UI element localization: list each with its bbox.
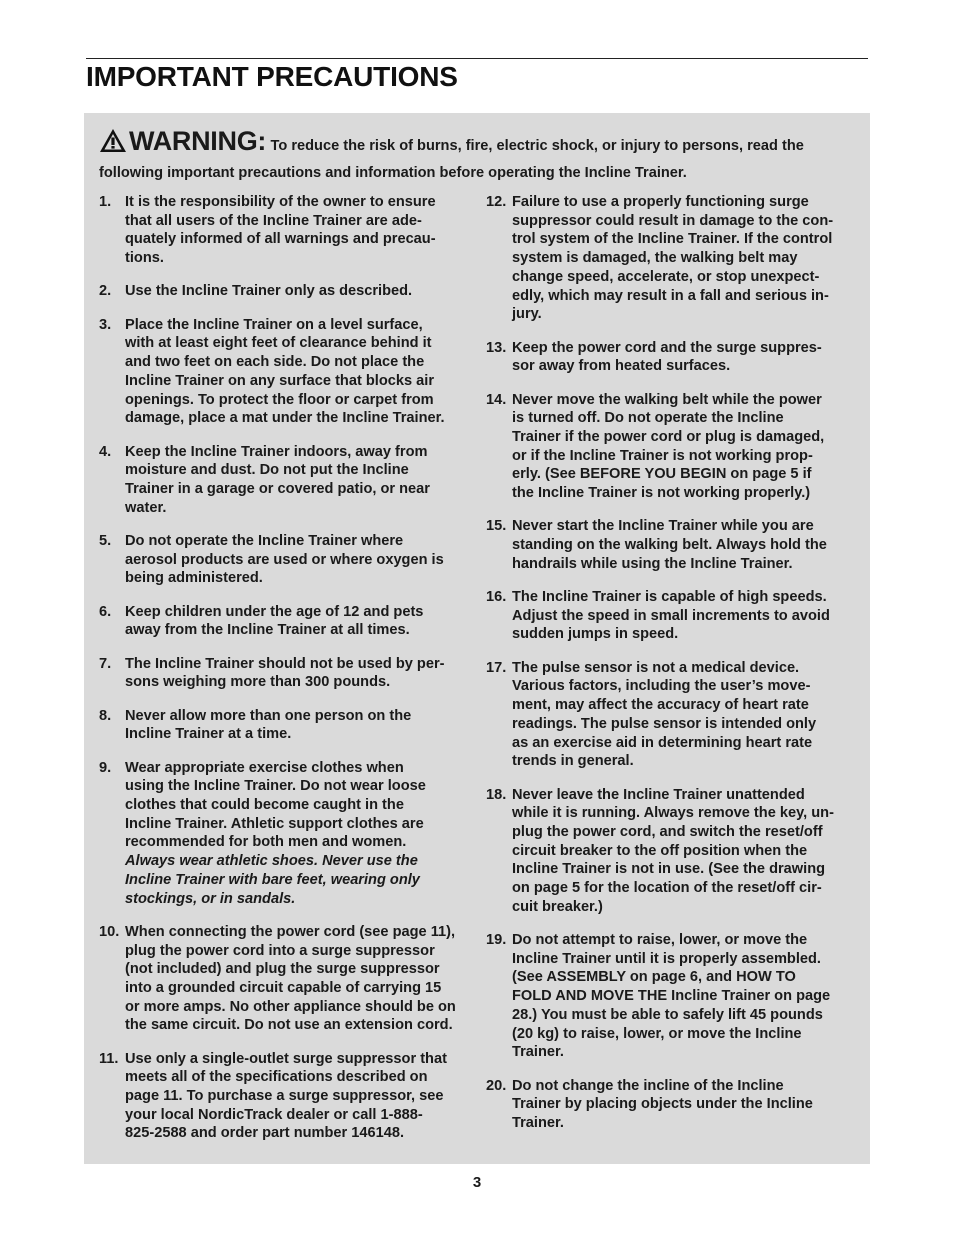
item-text-line: is turned off. Do not operate the Incline [512, 410, 784, 427]
item-number: 9. [99, 759, 112, 776]
item-number: 3. [99, 316, 112, 333]
item-number: 14. [486, 391, 507, 408]
item-text-line: The Incline Trainer is capable of high speeds. [512, 589, 827, 606]
item-text-line: (20 kg) to raise, lower, or move the Incline [512, 1025, 802, 1042]
item-text-line: The pulse sensor is not a medical device. [512, 659, 800, 676]
item-text-line: Do not change the incline of the Incline [512, 1077, 784, 1094]
item-number: 1. [99, 194, 112, 210]
item-number: 7. [99, 655, 112, 672]
item-text-line: Place the Incline Trainer on a level surface, [125, 316, 423, 333]
item-text [125, 759, 469, 909]
item-text-line: your local NordicTrack dealer or call 1-888- [125, 1106, 423, 1123]
item-text-line: readings. The pulse sensor is intended only [512, 715, 817, 732]
item-text-line: Never leave the Incline Trainer unattended [512, 786, 805, 803]
item-text-line: circuit breaker to the off position when the [512, 842, 808, 859]
item-text-line: into a grounded circuit capable of carrying 15 [125, 979, 442, 996]
warning-text-line2: following important precautions and information before operating the Incline Trainer. [99, 165, 687, 181]
precaution-item [99, 923, 469, 1035]
item-text [125, 193, 469, 268]
item-text-line: stockings, or in sandals. [125, 890, 296, 907]
item-text-line: away from the Incline Trainer at all times. [125, 622, 410, 639]
item-text-line: change speed, accelerate, or stop unexpect- [512, 268, 820, 285]
item-text [125, 282, 469, 301]
precaution-item [486, 391, 858, 503]
precaution-item [99, 282, 469, 301]
item-number: 13. [486, 339, 507, 356]
item-text [125, 443, 469, 518]
item-text [125, 655, 469, 692]
precaution-item [99, 655, 469, 692]
item-text-line: 825-2588 and order part number 146148. [125, 1125, 405, 1142]
warning-text-line1: To reduce the risk of burns, fire, electric shock, or injury to persons, read the [270, 138, 804, 154]
item-text-line: Incline Trainer on any surface that blocks air [125, 372, 435, 389]
item-text-line: that all users of the Incline Trainer are ade- [125, 212, 422, 229]
item-text-line: Various factors, including the user’s move- [512, 678, 811, 695]
item-text-line: Never allow more than one person on the [125, 707, 412, 724]
item-number: 12. [486, 194, 507, 210]
item-text-line: openings. To protect the floor or carpet from [125, 391, 434, 408]
item-number: 6. [99, 603, 112, 620]
precaution-item [486, 1077, 858, 1133]
item-text-line: Keep the Incline Trainer indoors, away from [125, 443, 428, 460]
item-text-line: handrails while using the Incline Trainer. [512, 555, 793, 572]
item-text-line: Use the Incline Trainer only as described. [125, 283, 413, 300]
item-text-line: Never move the walking belt while the power [512, 391, 822, 408]
item-text-line: while it is running. Always remove the key, un- [512, 805, 834, 822]
item-text [512, 193, 858, 324]
item-text-line: Trainer by placing objects under the Incline [512, 1096, 813, 1113]
item-number: 11. [99, 1050, 119, 1067]
item-text-line: (not included) and plug the surge suppressor [125, 961, 440, 978]
item-text-line: Incline Trainer. Athletic support clothes are [125, 815, 424, 832]
item-text-line: Keep children under the age of 12 and pets [125, 603, 424, 620]
item-text-line: the same circuit. Do not use an extension cord. [125, 1017, 453, 1034]
item-text-line: as an exercise aid in determining heart rate [512, 734, 813, 751]
item-text-line: Incline Trainer with bare feet, wearing only [125, 871, 420, 888]
item-number: 8. [99, 707, 112, 724]
item-number: 20. [486, 1077, 507, 1094]
precaution-item [486, 659, 858, 771]
item-text [125, 707, 469, 744]
item-number: 5. [99, 532, 112, 549]
item-text-line: damage, place a mat under the Incline Trainer. [125, 410, 445, 427]
item-text-line: Trainer in a garage or covered patio, or near [125, 480, 430, 497]
item-text-line: standing on the walking belt. Always hold the [512, 537, 827, 554]
item-number: 17. [486, 659, 507, 676]
item-text-line: water. [125, 499, 167, 516]
item-text-line: being administered. [125, 570, 263, 587]
item-text-line: It is the responsibility of the owner to ensure [125, 194, 436, 210]
item-text [125, 603, 469, 640]
item-text-line: edly, which may result in a fall and serious in- [512, 287, 829, 304]
item-text-line: Failure to use a properly functioning surge [512, 194, 809, 210]
precaution-item [99, 193, 469, 268]
item-text-line: sons weighing more than 300 pounds. [125, 674, 391, 691]
item-text-line: using the Incline Trainer. Do not wear loose [125, 778, 426, 795]
item-text-line: 28.) You must be able to safely lift 45 pounds [512, 1006, 823, 1023]
item-text-line: with at least eight feet of clearance behind it [125, 335, 432, 352]
item-text-line: meets all of the specifications described on [125, 1069, 428, 1086]
warning-triangle-icon [99, 128, 127, 167]
precaution-item [486, 517, 858, 573]
item-text-line: plug the power cord, and switch the reset/off [512, 823, 823, 840]
warning-header [99, 123, 859, 183]
item-number: 10. [99, 923, 120, 940]
item-text [125, 923, 469, 1035]
item-text-line: on page 5 for the location of the reset/off cir- [512, 880, 822, 897]
precaution-item [99, 316, 469, 428]
item-text [512, 931, 858, 1062]
precaution-item [486, 193, 858, 324]
item-text [512, 391, 858, 503]
item-text-line: Use only a single-outlet surge suppressor that [125, 1050, 447, 1067]
item-number: 18. [486, 786, 507, 803]
item-text-line: recommended for both men and women. [125, 834, 407, 851]
item-text-line: Trainer. [512, 1114, 564, 1131]
item-text-line: sor away from heated surfaces. [512, 358, 731, 375]
item-text-line: Trainer. [512, 1044, 564, 1061]
item-text-line: The Incline Trainer should not be used by per- [125, 655, 445, 672]
item-text [125, 532, 469, 588]
item-text-line: sudden jumps in speed. [512, 626, 679, 643]
item-text-line: or more amps. No other appliance should be on [125, 998, 456, 1015]
item-number: 15. [486, 518, 507, 535]
item-number: 19. [486, 932, 507, 949]
item-text-line: Adjust the speed in small increments to avoid [512, 607, 830, 624]
item-text-line: Keep the power cord and the surge suppres- [512, 339, 822, 356]
item-text [512, 1077, 858, 1133]
item-text-line: suppressor could result in damage to the con- [512, 212, 834, 229]
item-text-line: (See ASSEMBLY on page 6, and HOW TO [512, 969, 796, 986]
item-number: 2. [99, 283, 112, 300]
item-text-line: the Incline Trainer is not working properly.) [512, 485, 811, 502]
item-text [512, 517, 858, 573]
precaution-item [99, 707, 469, 744]
item-text-line: jury. [512, 306, 542, 323]
item-number: 4. [99, 443, 112, 460]
item-text-line: moisture and dust. Do not put the Incline [125, 462, 409, 479]
item-text-line: page 11. To purchase a surge suppressor, see [125, 1088, 444, 1105]
precaution-item [99, 532, 469, 588]
item-text-line: Trainer if the power cord or plug is damaged, [512, 428, 825, 445]
item-text-line: Incline Trainer until it is properly assembled. [512, 950, 821, 967]
page-title: IMPORTANT PRECAUTIONS [86, 61, 458, 92]
item-text-line: or if the Incline Trainer is not working prop- [512, 447, 813, 464]
page-number: 3 [472, 1174, 482, 1191]
item-text-line: Always wear athletic shoes. Never use the [125, 853, 418, 870]
item-text-line: system is damaged, the walking belt may [512, 250, 798, 267]
item-text-line: cuit breaker.) [512, 898, 603, 915]
item-text [512, 588, 858, 644]
item-text-line: FOLD AND MOVE THE Incline Trainer on page [512, 988, 831, 1005]
precautions-right-column [486, 193, 858, 1147]
precaution-item [486, 339, 858, 376]
item-text [512, 659, 858, 771]
precaution-item [99, 759, 469, 909]
item-text-line: clothes that could become caught in the [125, 797, 404, 814]
item-text [125, 316, 469, 428]
precaution-item [99, 603, 469, 640]
item-text-line: tions. [125, 250, 164, 267]
item-text-line: trol system of the Incline Trainer. If the control [512, 231, 833, 248]
item-text-line: Do not operate the Incline Trainer where [125, 532, 404, 549]
item-text-line: quately informed of all warnings and precau- [125, 231, 436, 248]
precaution-item [99, 443, 469, 518]
item-text-line: and two feet on each side. Do not place the [125, 354, 425, 371]
item-text-line: aerosol products are used or where oxygen is [125, 551, 444, 568]
precaution-item [486, 931, 858, 1062]
item-text-line: Incline Trainer is not in use. (See the drawing [512, 861, 826, 878]
precaution-item [486, 588, 858, 644]
item-text-line: erly. (See BEFORE YOU BEGIN on page 5 if [512, 466, 812, 483]
item-text [512, 339, 858, 376]
item-text-line: When connecting the power cord (see page 11), [125, 923, 456, 940]
item-text [125, 1050, 469, 1144]
item-text-line: Incline Trainer at a time. [125, 726, 292, 743]
item-text [512, 786, 858, 917]
item-text-line: Never start the Incline Trainer while you are [512, 518, 814, 535]
item-text-line: plug the power cord into a surge suppressor [125, 942, 435, 959]
item-text-line: ment, may affect the accuracy of heart rate [512, 697, 809, 714]
precaution-item [486, 786, 858, 917]
item-text-line: Wear appropriate exercise clothes when [125, 759, 404, 776]
precautions-left-column [99, 193, 469, 1158]
item-text-line: trends in general. [512, 753, 634, 770]
precaution-item [99, 1050, 469, 1144]
warning-label: WARNING: [129, 126, 267, 156]
item-text-line: Do not attempt to raise, lower, or move the [512, 932, 808, 949]
item-number: 16. [486, 589, 507, 606]
top-rule [86, 58, 868, 59]
